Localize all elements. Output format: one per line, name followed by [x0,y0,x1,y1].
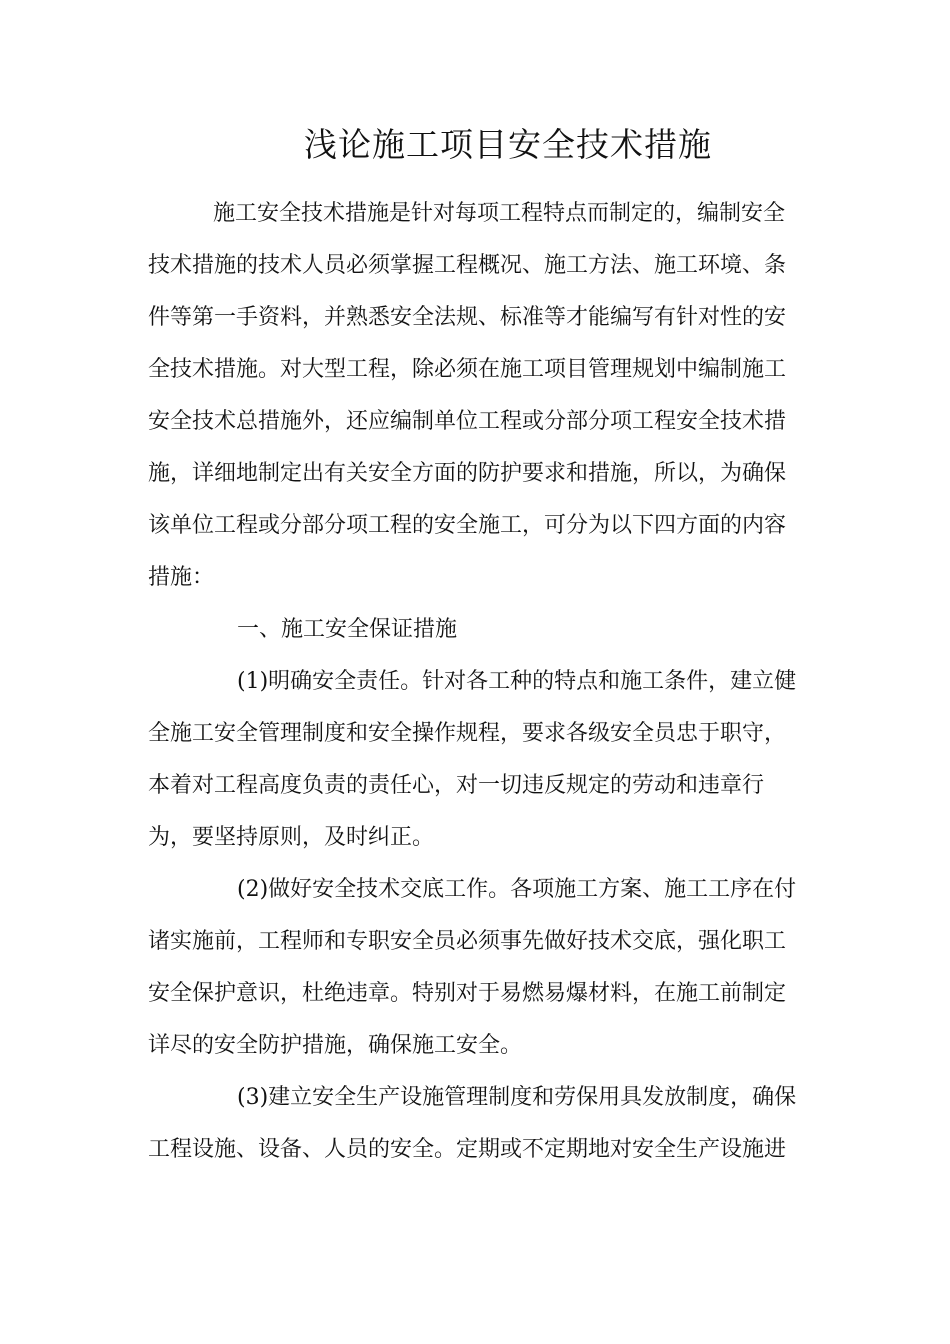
paragraph-line: 工程设施、设备、人员的安全。定期或不定期地对安全生产设施进 [148,1137,787,1162]
paragraph-line: 施工安全技术措施是针对每项工程特点而制定的，编制安全 [213,201,786,226]
paragraph-line: 为，要坚持原则，及时纠正。 [148,825,435,850]
paragraph-line: (2)做好安全技术交底工作。各项施工方案、施工工序在付 [237,877,797,902]
paragraph-line: 全施工安全管理制度和安全操作规程，要求各级安全员忠于职守， [148,721,787,746]
paragraph-line: 该单位工程或分部分项工程的安全施工，可分为以下四方面的内容 [148,513,787,538]
paragraph-line: 诸实施前，工程师和专职安全员必须事先做好技术交底，强化职工 [148,929,787,954]
paragraph-line: 施，详细地制定出有关安全方面的防护要求和措施，所以，为确保 [148,461,787,486]
paragraph-line: 本着对工程高度负责的责任心，对一切违反规定的劳动和违章行 [148,773,765,798]
paragraph-line: (3)建立安全生产设施管理制度和劳保用具发放制度，确保 [237,1085,797,1110]
paragraph-line: 安全保护意识，杜绝违章。特别对于易燃易爆材料，在施工前制定 [148,981,787,1006]
paragraph-line: 措施： [148,565,215,590]
paragraph-line: 件等第一手资料，并熟悉安全法规、标准等才能编写有针对性的安 [148,305,787,330]
paragraph-line: 详尽的安全防护措施，确保施工安全。 [148,1033,523,1058]
paragraph-line: 技术措施的技术人员必须掌握工程概况、施工方法、施工环境、条 [148,253,787,278]
paragraph-line: 全技术措施。对大型工程，除必须在施工项目管理规划中编制施工 [148,357,787,382]
section-heading: 一、施工安全保证措施 [237,617,458,642]
paragraph-line: (1)明确安全责任。针对各工种的特点和施工条件，建立健 [237,669,797,694]
document-title: 浅论施工项目安全技术措施 [304,125,712,164]
paragraph-line: 安全技术总措施外，还应编制单位工程或分部分项工程安全技术措 [148,409,787,434]
